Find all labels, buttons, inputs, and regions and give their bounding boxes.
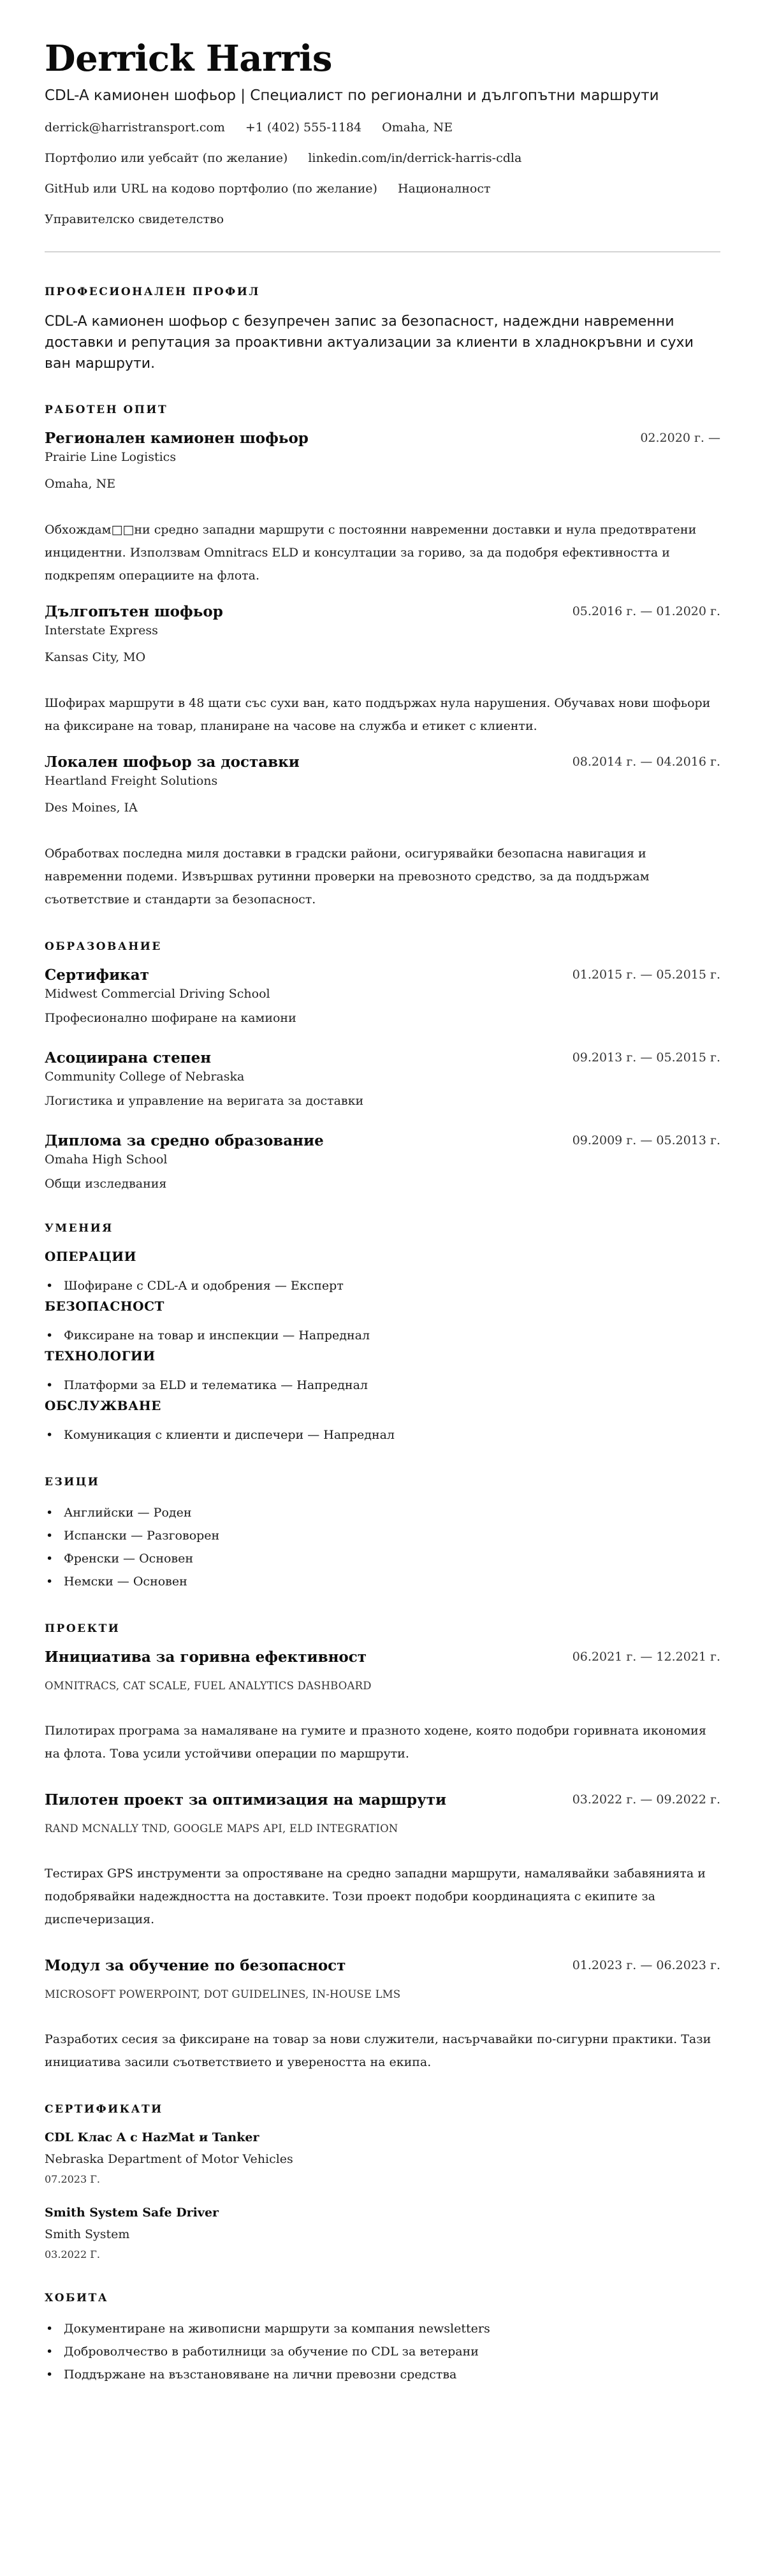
skill-category-name: БЕЗОПАСНОСТ — [45, 1299, 164, 1314]
job-location: Des Moines, IA — [45, 801, 138, 815]
skill-category-name: ОПЕРАЦИИ — [45, 1249, 136, 1264]
hobby-item: • Доброволчество в работилници за обучение по CDL за ветерани — [45, 2340, 720, 2363]
section-profile — [45, 284, 720, 374]
job-date: 05.2016 г. — 01.2020 г. — [572, 604, 720, 618]
skill-item: • Платформи за ELD и телематика — Напреднал — [45, 1374, 720, 1397]
section-languages — [45, 1474, 720, 1593]
education-school: Midwest Commercial Driving School — [45, 987, 270, 1001]
contact-phone[interactable]: +1 (402) 555-1184 — [245, 120, 362, 135]
candidate-headline: CDL-A камионен шофьор | Специалист по регионални и дългопътни маршрути — [45, 87, 659, 104]
project-date: 06.2021 г. — 12.2021 г. — [572, 1650, 720, 1664]
job-title: Регионален камионен шофьор — [45, 430, 309, 447]
skill-category-name: ОБСЛУЖВАНЕ — [45, 1398, 161, 1413]
project-entry — [45, 1648, 720, 1765]
contact-row-primary — [45, 119, 720, 136]
skill-category — [45, 1347, 720, 1397]
education-field: Професионално шофиране на камиони — [45, 1011, 296, 1025]
skill-item: • Комуникация с клиенти и диспечери — Напреднал — [45, 1423, 720, 1446]
project-entry — [45, 1791, 720, 1931]
project-date: 01.2023 г. — 06.2023 г. — [572, 1958, 720, 1972]
skill-item: • Шофиране с CDL-A и одобрения — Експерт — [45, 1274, 720, 1297]
job-date: 02.2020 г. — — [640, 431, 720, 445]
language-item: • Испански — Разговорен — [45, 1524, 720, 1547]
skill-list — [45, 1423, 720, 1446]
project-description: Разработих сесия за фиксиране на товар за нови служители, насърчавайки по-сигурни практики. Тази инициатива засили съответствието и увереността на екипа. — [45, 2032, 711, 2069]
contact-row-license — [45, 210, 720, 228]
job-company: Heartland Freight Solutions — [45, 774, 218, 788]
project-title: Инициатива за горивна ефективност — [45, 1648, 367, 1666]
education-field: Логистика и управление на веригата за доставки — [45, 1094, 364, 1108]
skill-category — [45, 1248, 720, 1297]
project-tech-stack: MICROSOFT POWERPOINT, DOT GUIDELINES, IN-HOUSE LMS — [45, 1988, 401, 2000]
education-date: 01.2015 г. — 05.2015 г. — [572, 968, 720, 982]
section-title-certificates: СЕРТИФИКАТИ — [45, 2103, 163, 2116]
section-certificates — [45, 2102, 720, 2262]
language-item: • Френски — Основен — [45, 1547, 720, 1570]
hobby-item: • Документиране на живописни маршрути за компания newsletters — [45, 2317, 720, 2340]
job-company: Interstate Express — [45, 623, 158, 637]
contact-linkedin[interactable]: linkedin.com/in/derrick-harris-cdla — [308, 151, 522, 165]
experience-entry — [45, 602, 720, 738]
education-degree: Асоциирана степен — [45, 1049, 212, 1066]
section-skills — [45, 1221, 720, 1446]
project-tech-stack: RAND MCNALLY TND, GOOGLE MAPS API, ELD INTEGRATION — [45, 1823, 398, 1835]
language-list — [45, 1501, 720, 1593]
contact-row-extra — [45, 180, 720, 198]
section-education — [45, 939, 720, 1193]
education-entry — [45, 1049, 720, 1110]
section-title-experience: РАБОТЕН ОПИТ — [45, 404, 168, 416]
contact-nationality: Националност — [397, 182, 491, 196]
candidate-name: Derrick Harris — [45, 38, 332, 80]
skill-category-name: ТЕХНОЛОГИИ — [45, 1348, 156, 1364]
contact-row-links — [45, 149, 720, 167]
certificate-name: CDL Клас A с HazMat и Tanker — [45, 2130, 259, 2144]
profile-summary: CDL-A камионен шофьор с безупречен запис за безопасност, надеждни навременни доставки и репутация за проактивни актуализации за клиенти в хладнокръвни и сухи ван маршрути. — [45, 314, 694, 372]
hobby-list — [45, 2317, 720, 2386]
section-hobbies — [45, 2290, 720, 2386]
certificate-date: 07.2023 Г. — [45, 2173, 100, 2185]
contact-github[interactable]: GitHub или URL на кодово портфолио (по желание) — [45, 182, 377, 196]
project-title: Модул за обучение по безопасност — [45, 1957, 346, 1974]
section-projects — [45, 1621, 720, 2074]
education-entry — [45, 1132, 720, 1193]
job-description: Шофирах маршрути в 48 щати със сухи ван, като поддържах нула нарушения. Обучавах нови шофьори на фиксиране на товар, планиране на часове на служба и етикет с клиенти. — [45, 696, 711, 733]
skill-category — [45, 1297, 720, 1347]
education-school: Omaha High School — [45, 1153, 168, 1167]
certificate-entry — [45, 2204, 720, 2262]
job-title: Дългопътен шофьор — [45, 603, 223, 620]
project-tech-stack: OMNITRACS, CAT SCALE, FUEL ANALYTICS DASHBOARD — [45, 1680, 372, 1692]
education-degree: Сертификат — [45, 966, 149, 984]
job-location: Kansas City, MO — [45, 650, 146, 664]
job-description: Обхождам□□ни средно западни маршрути с постоянни навременни доставки и нула предотвратени инцидентни. Използвам Omnitracs ELD и консултации за гориво, за да подобря ефективността и подкрепям операциите на флота. — [45, 523, 697, 583]
project-description: Пилотирах програма за намаляване на гумите и празното ходене, която подобри горивната икономия на флота. Това усили устойчиви операции по маршрути. — [45, 1724, 706, 1761]
project-title: Пилотен проект за оптимизация на маршрути — [45, 1791, 447, 1808]
skill-list — [45, 1274, 720, 1297]
education-field: Общи изследвания — [45, 1177, 167, 1191]
certificate-issuer: Nebraska Department of Motor Vehicles — [45, 2152, 293, 2166]
job-title: Локален шофьор за доставки — [45, 753, 300, 771]
skill-category — [45, 1397, 720, 1446]
contact-location: Omaha, NE — [382, 120, 453, 135]
certificate-entry — [45, 2128, 720, 2187]
section-title-education: ОБРАЗОВАНИЕ — [45, 940, 162, 953]
experience-entry — [45, 429, 720, 587]
skill-list — [45, 1374, 720, 1397]
skill-list — [45, 1324, 720, 1347]
resume-header — [45, 37, 720, 228]
project-description: Тестирах GPS инструменти за опростяване на средно западни маршрути, намалявайки забавянията и подобрявайки надеждността на доставките. Този проект подобри координацията с екипите за диспечеризация. — [45, 1867, 706, 1926]
certificate-date: 03.2022 Г. — [45, 2248, 100, 2260]
project-date: 03.2022 г. — 09.2022 г. — [572, 1793, 720, 1807]
certificate-name: Smith System Safe Driver — [45, 2206, 219, 2220]
education-date: 09.2013 г. — 05.2015 г. — [572, 1051, 720, 1065]
hobby-item: • Поддържане на възстановяване на лични превозни средства — [45, 2363, 720, 2386]
job-date: 08.2014 г. — 04.2016 г. — [572, 755, 720, 769]
experience-entry — [45, 753, 720, 911]
section-title-hobbies: ХОБИТА — [45, 2292, 109, 2304]
header-divider — [45, 251, 720, 252]
certificate-issuer: Smith System — [45, 2227, 130, 2241]
contact-portfolio[interactable]: Портфолио или уебсайт (по желание) — [45, 151, 288, 165]
education-date: 09.2009 г. — 05.2013 г. — [572, 1133, 720, 1147]
education-entry — [45, 966, 720, 1027]
project-entry — [45, 1956, 720, 2074]
job-description: Обработвах последна миля доставки в градски райони, осигурявайки безопасна навигация и навременни подеми. Извършвах рутинни проверки на превозното средство, за да поддържам съответствие и стандарти за безопасност. — [45, 847, 650, 906]
contact-driving-license: Управителско свидетелство — [45, 212, 224, 226]
section-title-skills: УМЕНИЯ — [45, 1222, 113, 1235]
section-experience — [45, 402, 720, 911]
section-title-profile: ПРОФЕСИОНАЛЕН ПРОФИЛ — [45, 286, 260, 298]
skill-item: • Фиксиране на товар и инспекции — Напреднал — [45, 1324, 720, 1347]
job-company: Prairie Line Logistics — [45, 450, 177, 464]
education-school: Community College of Nebraska — [45, 1070, 245, 1084]
education-degree: Диплома за средно образование — [45, 1132, 324, 1149]
section-title-languages: ЕЗИЦИ — [45, 1476, 100, 1488]
language-item: • Английски — Роден — [45, 1501, 720, 1524]
contact-email[interactable]: derrick@harristransport.com — [45, 120, 225, 135]
language-item: • Немски — Основен — [45, 1570, 720, 1593]
section-title-projects: ПРОЕКТИ — [45, 1622, 120, 1635]
job-location: Omaha, NE — [45, 477, 116, 491]
